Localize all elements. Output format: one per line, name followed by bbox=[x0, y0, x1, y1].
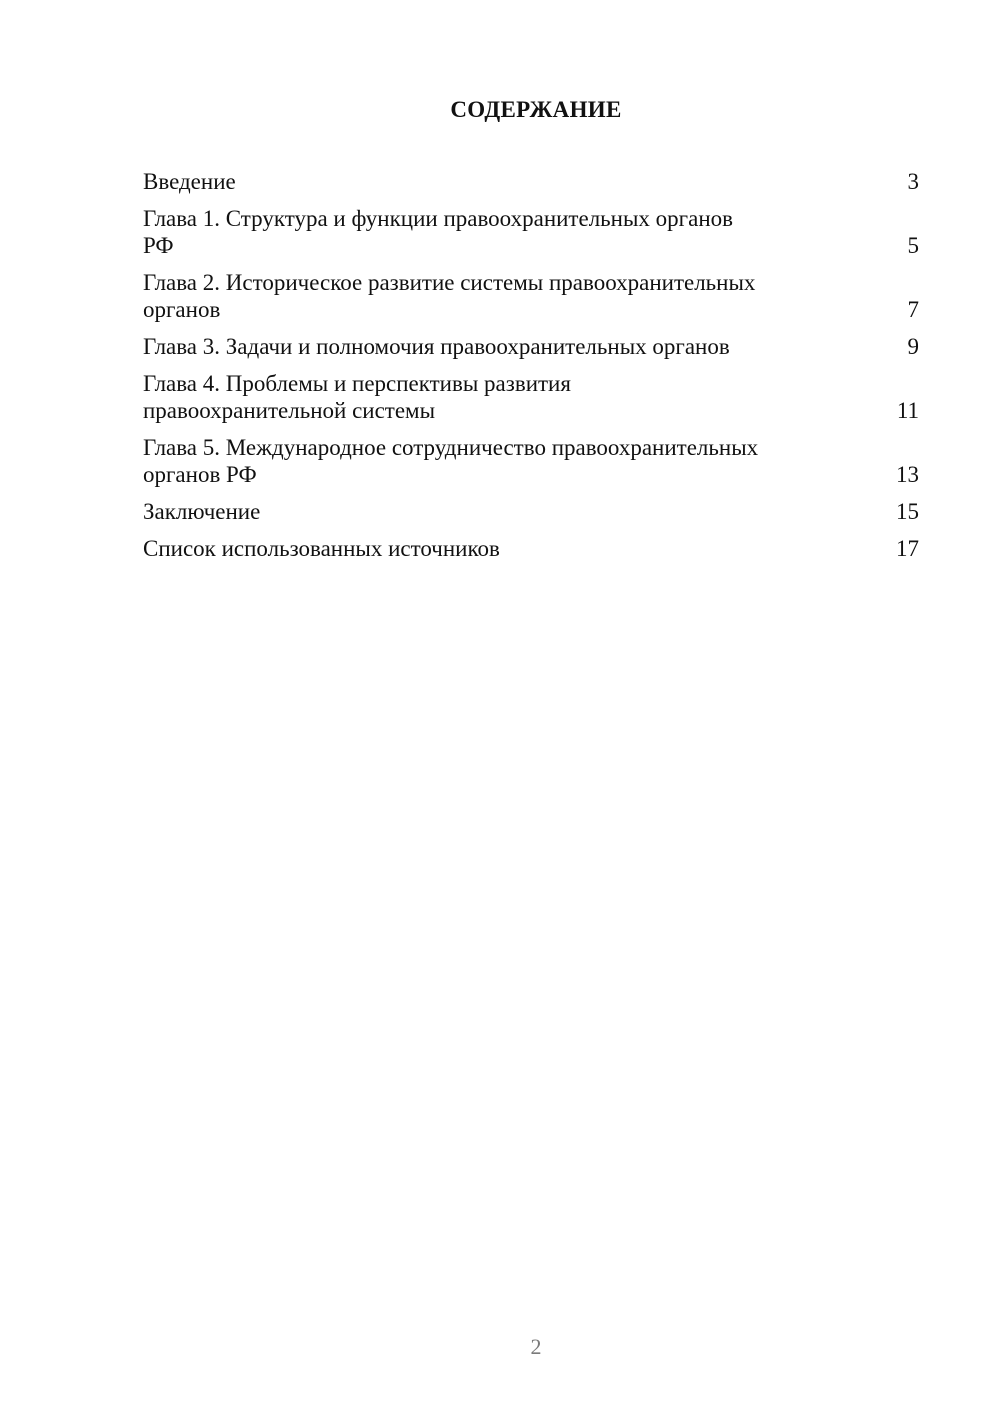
toc-entry-page: 11 bbox=[896, 398, 919, 423]
toc-entry-introduction bbox=[143, 168, 919, 195]
toc-entry-label: Список использованных источников bbox=[143, 536, 500, 561]
toc-entry-chapter-2 bbox=[143, 269, 919, 323]
toc-entry-page: 9 bbox=[907, 334, 919, 359]
toc-entry-label: Глава 2. Историческое развитие системы правоохранительных органов bbox=[143, 270, 756, 322]
toc-entry-chapter-4 bbox=[143, 370, 919, 424]
toc-entry-chapter-1 bbox=[143, 205, 919, 259]
toc-entry-references bbox=[143, 535, 919, 562]
toc-entry-label: Глава 1. Структура и функции правоохранительных органов РФ bbox=[143, 206, 733, 258]
toc-entry-label: Введение bbox=[143, 169, 236, 194]
toc-entry-page: 3 bbox=[907, 169, 919, 194]
toc-entry-page: 7 bbox=[907, 297, 919, 322]
toc-entry-label: Глава 3. Задачи и полномочия правоохранительных органов bbox=[143, 334, 730, 359]
toc-entry-label: Глава 4. Проблемы и перспективы развития правоохранительной системы bbox=[143, 371, 571, 423]
toc-entry-label: Заключение bbox=[143, 499, 261, 524]
page-number: 2 bbox=[530, 1334, 542, 1359]
toc-entry-chapter-3 bbox=[143, 333, 919, 360]
toc-entry-page: 17 bbox=[896, 536, 919, 561]
toc-entry-page: 15 bbox=[896, 499, 919, 524]
toc-title: СОДЕРЖАНИЕ bbox=[450, 97, 622, 122]
toc-entry-label: Глава 5. Международное сотрудничество правоохранительных органов РФ bbox=[143, 435, 759, 487]
toc-entry-page: 5 bbox=[907, 233, 919, 258]
toc-entry-conclusion bbox=[143, 498, 919, 525]
table-of-contents bbox=[143, 168, 919, 572]
toc-entry-chapter-5 bbox=[143, 434, 919, 488]
toc-entry-page: 13 bbox=[896, 462, 919, 487]
